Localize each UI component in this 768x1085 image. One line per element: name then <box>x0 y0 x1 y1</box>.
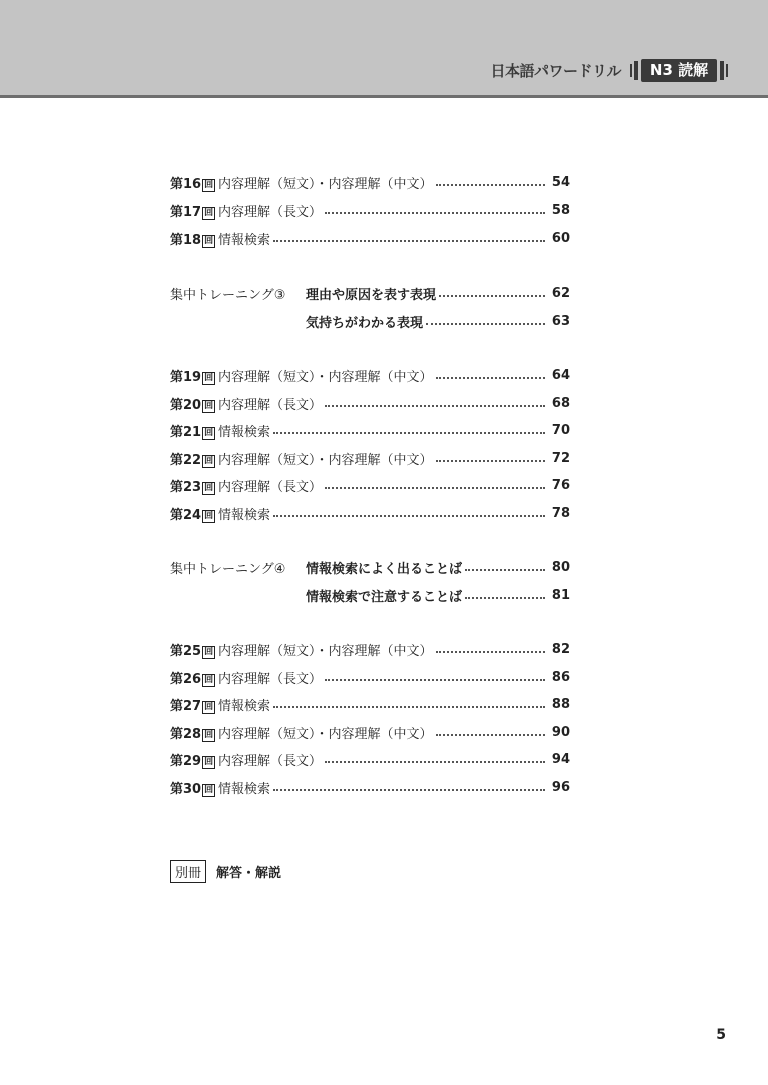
section-label: 集中トレーニング④ <box>170 561 286 577</box>
lesson-number: 第27 回 <box>170 698 214 714</box>
toc-row[interactable] <box>170 694 570 714</box>
lesson-title: 情報検索 <box>218 232 271 248</box>
page-ref: 90 <box>551 724 570 740</box>
lesson-title: 内容理解（短文）・内容理解（中文） <box>218 369 433 385</box>
toc-row[interactable] <box>170 749 570 769</box>
dot-leader <box>273 515 545 517</box>
toc-row[interactable] <box>170 777 570 797</box>
lesson-number: 第18 回 <box>170 232 214 248</box>
toc-row[interactable] <box>170 365 570 385</box>
lesson-number: 第25 回 <box>170 643 214 659</box>
lesson-number: 第26 回 <box>170 671 214 687</box>
toc-row[interactable] <box>170 200 570 220</box>
page-ref: 76 <box>551 477 570 493</box>
dot-leader <box>325 212 545 214</box>
toc-row[interactable] <box>170 503 570 523</box>
page-ref: 82 <box>551 641 570 657</box>
toc-row[interactable] <box>170 283 570 303</box>
dot-leader <box>436 651 545 653</box>
lesson-title: 内容理解（長文） <box>218 479 323 495</box>
page-ref: 80 <box>551 559 570 575</box>
page-ref: 64 <box>551 367 570 383</box>
toc-row[interactable] <box>170 557 570 577</box>
dot-leader <box>465 597 545 599</box>
dot-leader <box>273 432 545 434</box>
level-badge: N3 読解 <box>641 59 717 82</box>
lesson-title: 内容理解（短文）・内容理解（中文） <box>218 726 433 742</box>
lesson-title: 内容理解（長文） <box>218 397 323 413</box>
lesson-number: 第22 回 <box>170 452 214 468</box>
dot-leader <box>273 240 545 242</box>
lesson-number: 第17 回 <box>170 204 214 220</box>
appendix-entry[interactable] <box>170 860 281 883</box>
section-title: 気持ちがわかる表現 <box>306 315 424 331</box>
appendix-label: 別冊 <box>170 860 206 883</box>
dot-leader <box>426 323 545 325</box>
lesson-title: 内容理解（短文）・内容理解（中文） <box>218 643 433 659</box>
toc-row[interactable] <box>170 585 570 605</box>
dot-leader <box>465 569 545 571</box>
toc-row[interactable] <box>170 667 570 687</box>
dot-leader <box>439 295 545 297</box>
lesson-title: 情報検索 <box>218 698 271 714</box>
page-ref: 94 <box>551 751 570 767</box>
dot-leader <box>325 405 545 407</box>
toc-row[interactable] <box>170 722 570 742</box>
lesson-title: 内容理解（長文） <box>218 671 323 687</box>
dot-leader <box>436 377 545 379</box>
section-title: 情報検索によく出ることば <box>306 561 463 577</box>
dot-leader <box>273 706 545 708</box>
toc-row[interactable] <box>170 172 570 192</box>
lesson-number: 第30 回 <box>170 781 214 797</box>
page-number: 5 <box>716 1027 726 1043</box>
lesson-title: 内容理解（長文） <box>218 204 323 220</box>
section-label: 集中トレーニング③ <box>170 287 286 303</box>
lesson-title: 内容理解（長文） <box>218 753 323 769</box>
page-ref: 60 <box>551 230 570 246</box>
toc-row[interactable] <box>170 393 570 413</box>
section-title: 情報検索で注意することば <box>306 589 463 605</box>
lesson-number: 第16 回 <box>170 176 214 192</box>
lesson-title: 内容理解（短文）・内容理解（中文） <box>218 176 433 192</box>
toc-row[interactable] <box>170 228 570 248</box>
page-ref: 63 <box>551 313 570 329</box>
dot-leader <box>273 789 545 791</box>
toc-row[interactable] <box>170 311 570 331</box>
lesson-title: 情報検索 <box>218 424 271 440</box>
page-ref: 72 <box>551 450 570 466</box>
lesson-number: 第19 回 <box>170 369 214 385</box>
toc-row[interactable] <box>170 639 570 659</box>
lesson-number: 第28 回 <box>170 726 214 742</box>
lesson-number: 第20 回 <box>170 397 214 413</box>
lesson-number: 第24 回 <box>170 507 214 523</box>
dot-leader <box>325 761 545 763</box>
appendix-title: 解答・解説 <box>216 866 282 881</box>
toc-row[interactable] <box>170 448 570 468</box>
page-ref: 68 <box>551 395 570 411</box>
page-ref: 54 <box>551 174 570 190</box>
page-ref: 58 <box>551 202 570 218</box>
dot-leader <box>325 487 545 489</box>
toc-row[interactable] <box>170 475 570 495</box>
page-ref: 70 <box>551 422 570 438</box>
lesson-title: 内容理解（短文）・内容理解（中文） <box>218 452 433 468</box>
lesson-number: 第21 回 <box>170 424 214 440</box>
dot-leader <box>436 734 545 736</box>
dot-leader <box>436 184 545 186</box>
lesson-title: 情報検索 <box>218 781 271 797</box>
dot-leader <box>325 679 545 681</box>
section-title: 理由や原因を表す表現 <box>306 287 437 303</box>
dot-leader <box>436 460 545 462</box>
page-ref: 62 <box>551 285 570 301</box>
page-ref: 81 <box>551 587 570 603</box>
lesson-number: 第29 回 <box>170 753 214 769</box>
page-ref: 96 <box>551 779 570 795</box>
page-ref: 88 <box>551 696 570 712</box>
lesson-number: 第23 回 <box>170 479 214 495</box>
lesson-title: 情報検索 <box>218 507 271 523</box>
header-band <box>0 0 768 98</box>
page-ref: 86 <box>551 669 570 685</box>
series-title: 日本語パワードリル <box>490 62 621 80</box>
page-ref: 78 <box>551 505 570 521</box>
toc-row[interactable] <box>170 420 570 440</box>
